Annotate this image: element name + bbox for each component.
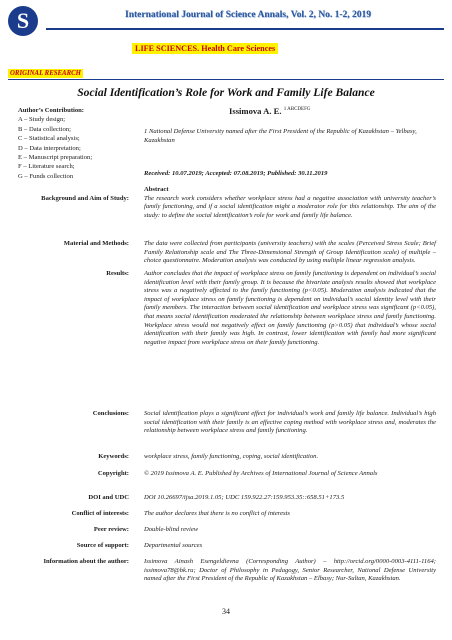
- page-number: 34: [222, 607, 230, 616]
- contribution-item: D – Data interpretation;: [18, 144, 81, 152]
- abstract-label: Conclusions:: [92, 410, 129, 417]
- journal-logo: S: [8, 6, 38, 36]
- doi-text: DOI 10.26697/ijsa.2019.1.05; UDC 159.922.27:159.953.35::658.51+173.5: [144, 494, 345, 501]
- contribution-item: F – Literature search;: [18, 163, 75, 171]
- contribution-item: B – Data collection;: [18, 125, 71, 133]
- author-name: [229, 106, 311, 116]
- abstract-text: © 2019 Issimova A. E. Published by Archives of International Journal of Science Annals: [144, 470, 378, 477]
- article-type-label: ORIGINAL RESEARCH: [10, 70, 81, 77]
- abstract-text: workplace stress, family functioning, coping, social identification.: [144, 453, 319, 460]
- abstract-text: Author concludes that the impact of workplace stress on family functioning is dependent on individual’s social identification level with their family group. It is because the bivariate analysis results showed that workplace stress was a negatively affected to the family functioning (p<0.05). Moderation analysis indicated that the impact of workplace stress on family functioning is dependent on individual’s social identity level with their family members. The interaction between social identification and workplace stress was significant (p<0.05), that means social identification moderated the relationship between workplace stress and family functioning. Workplace stress would not negatively effect on family functioning (p>0.05) that individual’s whose social identification with their family was high. In contrast, lower identification with family had more significant negative impact from workplace stress on their family functioning.: [144, 270, 436, 346]
- abstract-heading: Abstract: [144, 186, 169, 193]
- abstract-label: Conflict of interests:: [71, 510, 129, 517]
- author-contributions: [18, 106, 128, 181]
- contribution-item: C – Statistical analysis;: [18, 135, 80, 143]
- abstract-text: Social identification plays a significant effect for individual’s work and family life balance. Individual’s high social identification with their family is an effective coping method with workplace stress and, moderates the relationship between workplace stress and family functioning.: [144, 410, 436, 435]
- contribution-item: A – Study design;: [18, 116, 66, 124]
- abstract-label: Information about the author:: [43, 558, 129, 565]
- publication-dates: Received: 10.07.2019; Accepted: 07.08.2019; Published: 30.11.2019: [144, 170, 328, 177]
- header-divider: [46, 28, 444, 30]
- abstract-text: The data were collected from participants (university teachers) with the scales (Perceived Stress Scale; Brief Family Relationship scale and The Three-Dimensional Strength of Group Identification scale) of multiple – choice questionnaire. Moderation analysis was conducted by using multiple linear regression analysis.: [144, 240, 436, 265]
- abstract-label: Source of support:: [76, 542, 129, 549]
- author-name-text: Issimova A. E.: [229, 106, 282, 116]
- abstract-label: Results:: [106, 270, 129, 277]
- author-info-text: Issimova Ainash Esengeldievna (Corresponding Author) – http://orcid.org/0000-0003-4111-1164; issimova78@bk.ru; Doctor of Philosophy in Pedagogy, Senior Researcher, National Defense University named after the First President of the Republic of Kazakhstan – Elbasy; Nur-Sultan, Kazakhstan.: [144, 558, 436, 583]
- abstract-label: Material and Methods:: [63, 240, 129, 247]
- abstract-label: DOI and UDC: [88, 494, 129, 501]
- abstract-body: The research work considers whether workplace stress had a negative association with university teacher’s family functioning, and if a social identification might a moderator role for this relationship. The aim of the study: to define the social identification’s role for work and family life balance.: [144, 194, 436, 219]
- journal-title: International Journal of Science Annals, Vol. 2, No. 1-2, 2019: [125, 10, 371, 20]
- abstract-text: [144, 186, 436, 220]
- author-affiliation: 1 National Defense University named after the First President of the Republic of Kazakhstan – Yelbasy, Kazakhstan: [144, 128, 417, 144]
- section-divider: [8, 79, 444, 80]
- author-role-sup: 1 ABCDEFG: [283, 107, 311, 113]
- contributions-heading: Author’s Contribution:: [18, 107, 85, 114]
- abstract-text: Departmental sources: [144, 542, 203, 549]
- abstract-label: Background and Aim of Study:: [41, 195, 129, 202]
- section-banner: LIFE SCIENCES. Health Care Sciences: [132, 43, 278, 54]
- contribution-item: G – Funds collection: [18, 172, 74, 180]
- abstract-label: Copyright:: [97, 470, 129, 477]
- abstract-label: Peer review:: [93, 526, 129, 533]
- abstract-label: Keywords:: [98, 453, 129, 460]
- article-title: Social Identification’s Role for Work and Family Life Balance: [77, 86, 375, 99]
- abstract-text: Double-blind review: [144, 526, 199, 533]
- contribution-item: E – Manuscript preparation;: [18, 154, 93, 162]
- abstract-text: The author declares that there is no conflict of interests: [144, 510, 290, 517]
